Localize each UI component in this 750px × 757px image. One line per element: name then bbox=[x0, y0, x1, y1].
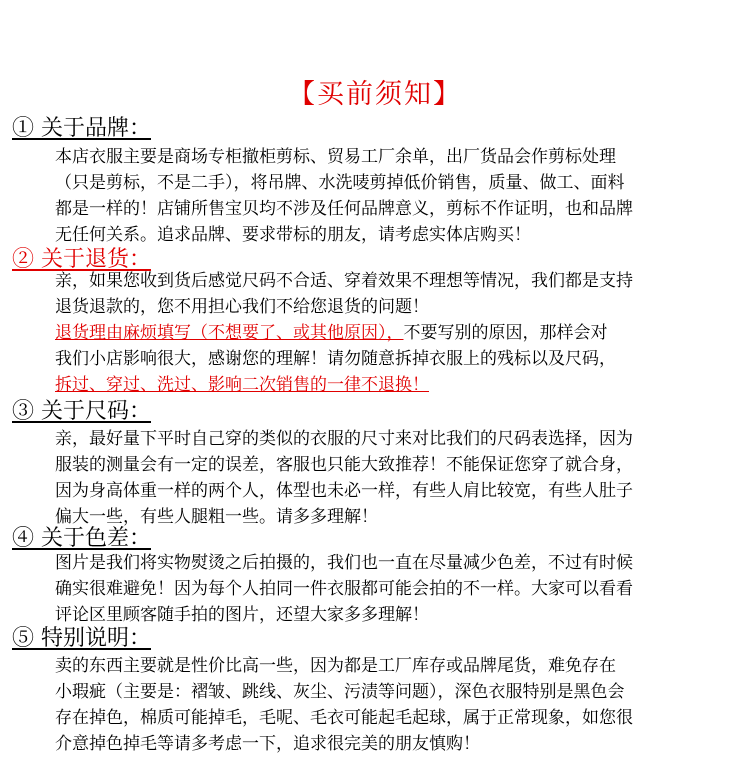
paragraph-returns bbox=[55, 268, 745, 398]
text-line: 服装的测量会有一定的误差，客服也只能大致推荐！不能保证您穿了就合身， bbox=[55, 455, 633, 475]
text-line: 图片是我们将实物熨烫之后拍摄的，我们也一直在尽量减少色差，不过有时候 bbox=[55, 553, 633, 573]
return-reason-notice: 退货理由麻烦填写（不想要了、或其他原因）， bbox=[55, 323, 404, 343]
text-line: （只是剪标，不是二手），将吊牌、水洗唛剪掉低价销售，质量、做工、面料 bbox=[55, 173, 625, 193]
text-line: 评论区里顾客随手拍的图片，还望大家多多理解！ bbox=[55, 605, 429, 625]
heading-size: ③ 关于尺码： bbox=[12, 399, 151, 424]
text-line: 因为身高体重一样的两个人，体型也未必一样，有些人肩比较宽，有些人肚子 bbox=[55, 481, 633, 501]
text-line: 退货退款的，您不用担心我们不给您退货的问题！ bbox=[55, 297, 429, 317]
text-line: 确实很难避免！因为每个人拍同一件衣服都可能会拍的不一样。大家可以看看 bbox=[55, 579, 633, 599]
text-line: 偏大一些，有些人腿粗一些。请多多理解！ bbox=[55, 507, 378, 527]
text-line: 亲，如果您收到货后感觉尺码不合适、穿着效果不理想等情况，我们都是支持 bbox=[55, 271, 633, 291]
text-line: 我们小店影响很大，感谢您的理解！请勿随意拆掉衣服上的残标以及尺码， bbox=[55, 349, 616, 369]
heading-returns: ② 关于退货： bbox=[12, 247, 151, 272]
text-line: 存在掉色，棉质可能掉毛，毛呢、毛衣可能起毛起球，属于正常现象，如您很 bbox=[55, 708, 633, 728]
text-line: 无任何关系。追求品牌、要求带标的朋友，请考虑实体店购买！ bbox=[55, 225, 531, 245]
text-line: 都是一样的！店铺所售宝贝均不涉及任何品牌意义，剪标不作证明，也和品牌 bbox=[55, 199, 633, 219]
no-return-warning: 拆过、穿过、洗过、影响二次销售的一律不退换！ bbox=[55, 375, 429, 395]
heading-brand: ① 关于品牌： bbox=[12, 116, 151, 141]
text-line: 介意掉色掉毛等请多考虑一下，追求很完美的朋友慎购！ bbox=[55, 734, 480, 754]
paragraph-special bbox=[55, 653, 745, 757]
paragraph-color bbox=[55, 550, 745, 628]
text-line: 小瑕疵（主要是：褶皱、跳线、灰尘、污渍等问题），深色衣服特别是黑色会 bbox=[55, 682, 625, 702]
text-line: 卖的东西主要就是性价比高一些，因为都是工厂库存或品牌尾货，难免存在 bbox=[55, 656, 616, 676]
paragraph-brand bbox=[55, 144, 745, 248]
text-line bbox=[55, 320, 745, 346]
text-line: 亲，最好量下平时自己穿的类似的衣服的尺寸来对比我们的尺码表选择，因为 bbox=[55, 429, 633, 449]
heading-color: ④ 关于色差： bbox=[12, 526, 151, 551]
page-title: 【买前须知】 bbox=[288, 79, 462, 110]
text-line: 本店衣服主要是商场专柜撤柜剪标、贸易工厂余单，出厂货品会作剪标处理 bbox=[55, 147, 616, 167]
text-fragment: 不要写别的原因，那样会对 bbox=[403, 323, 608, 343]
paragraph-size bbox=[55, 426, 745, 530]
heading-special: ⑤ 特别说明： bbox=[12, 626, 151, 651]
